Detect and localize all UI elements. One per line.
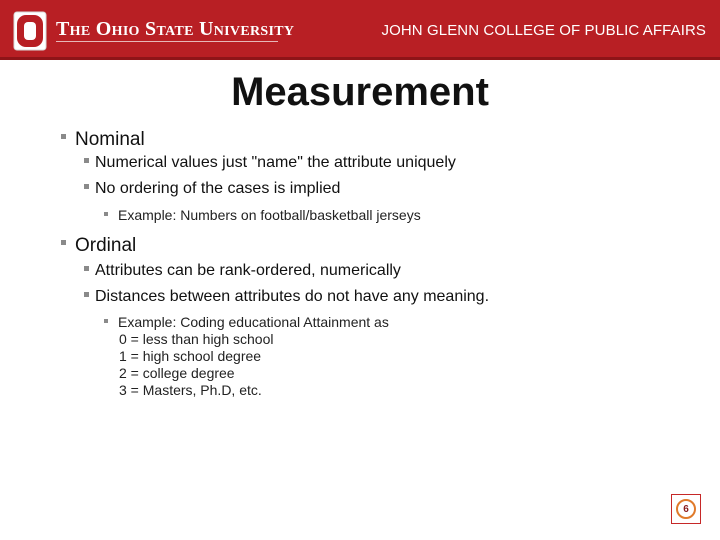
example-line: 1 = high school degree [119, 348, 262, 364]
page-number-badge [671, 494, 701, 524]
bullet-marker-icon [84, 184, 89, 189]
bullet-nominal-example: Example: Numbers on football/basketball jerseys [104, 207, 421, 223]
bullet-ordinal-point-1: Attributes can be rank-ordered, numerically [84, 262, 401, 280]
section-heading: Nominal [75, 129, 145, 150]
example-line: 2 = college degree [119, 365, 235, 381]
block-o-logo-icon [13, 11, 47, 51]
section-heading: Ordinal [75, 235, 137, 256]
slide-header [0, 0, 720, 60]
university-name: The Ohio State University [56, 18, 295, 40]
slide-title: Measurement [231, 70, 489, 114]
bullet-marker-icon [104, 319, 108, 323]
bullet-nominal-point-1: Numerical values just "name" the attribute uniquely [84, 154, 456, 172]
college-name: JOHN GLENN COLLEGE OF PUBLIC AFFAIRS [381, 22, 706, 39]
bullet-marker-icon [61, 240, 66, 245]
bullet-nominal-point-2: No ordering of the cases is implied [84, 180, 340, 198]
bullet-ordinal [61, 235, 136, 257]
bullet-marker-icon [104, 212, 108, 216]
bullet-ordinal-example: Example: Coding educational Attainment as [104, 314, 389, 330]
bullet-marker-icon [84, 158, 89, 163]
page-number: 6 [676, 499, 696, 519]
university-underline [56, 41, 278, 42]
bullet-nominal [61, 129, 145, 151]
bullet-marker-icon [84, 266, 89, 271]
bullet-ordinal-point-2: Distances between attributes do not have any meaning. [84, 288, 489, 306]
example-line: 3 = Masters, Ph.D, etc. [119, 382, 262, 398]
example-line: 0 = less than high school [119, 331, 274, 347]
bullet-marker-icon [61, 134, 66, 139]
bullet-marker-icon [84, 292, 89, 297]
